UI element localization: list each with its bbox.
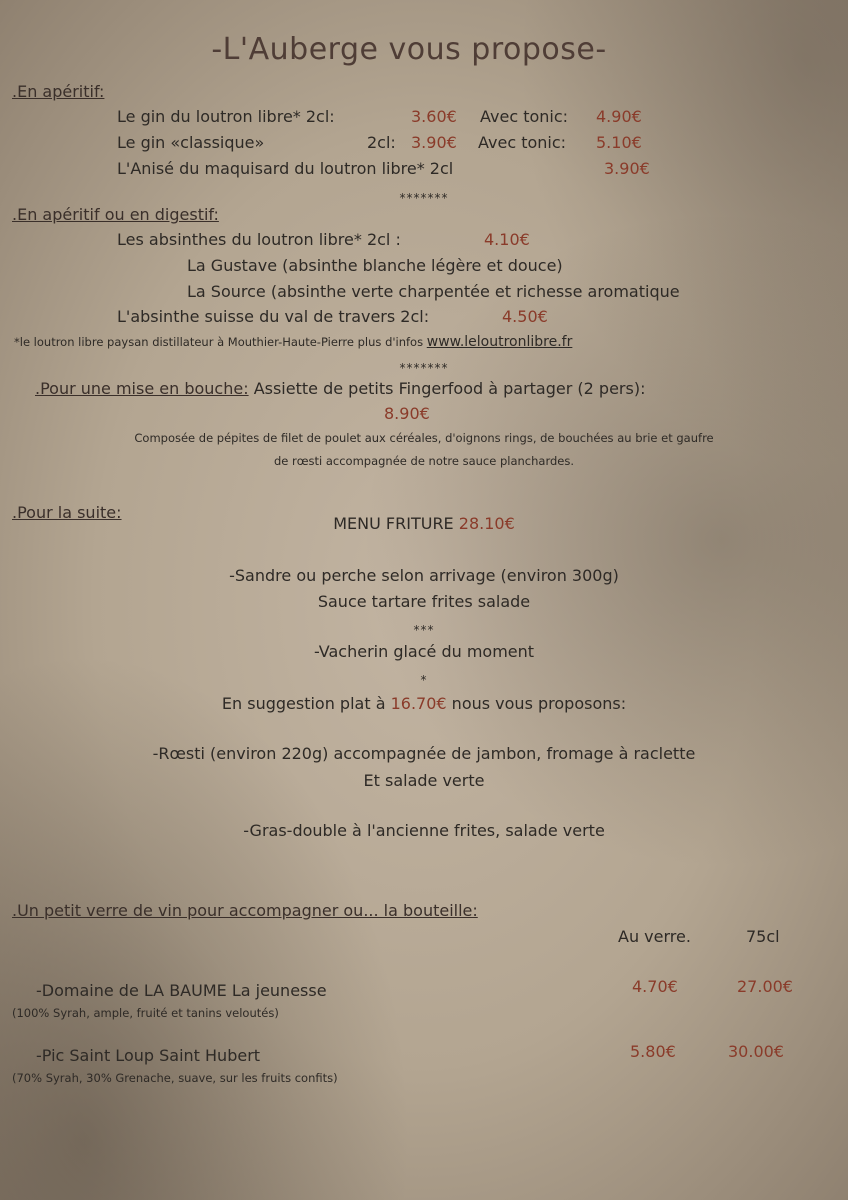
- footnote-link[interactable]: www.leloutronlibre.fr: [426, 334, 573, 350]
- wine-desc-1: (100% Syrah, ample, fruité et tanins veloutés): [12, 1006, 279, 1020]
- anise-label: L'Anisé du maquisard du loutron libre* 2cl: [117, 159, 454, 178]
- gin-libre-tonic-label: Avec tonic:: [480, 107, 569, 126]
- roesti-line-1: -Rœsti (environ 220g) accompagnée de jambon, fromage à raclette: [152, 744, 696, 763]
- footnote-text: *le loutron libre paysan distillateur à Mouthier-Haute-Pierre plus d'infos: [14, 335, 424, 349]
- menu-separator-2: *: [420, 673, 428, 687]
- gin-classique-tonic-label: Avec tonic:: [478, 133, 567, 152]
- menu-friture: [0, 514, 848, 534]
- gin-classique-size: 2cl:: [367, 133, 396, 152]
- menu-separator-1: ***: [413, 623, 435, 637]
- page-title: -L'Auberge vous propose-: [211, 32, 607, 67]
- wine-bouteille-1: 27.00€: [737, 977, 793, 996]
- menu-friture-label: MENU FRITURE: [333, 514, 454, 533]
- fingerfood-desc-2: de rœsti accompagnée de notre sauce planchardes.: [273, 454, 575, 468]
- gin-classique-price: 3.90€: [411, 133, 457, 152]
- fingerfood-price: 8.90€: [384, 404, 430, 423]
- separator-2: *******: [399, 361, 449, 375]
- footnote: [14, 334, 572, 350]
- wine-name-1: -Domaine de LA BAUME La jeunesse: [36, 981, 327, 1000]
- gustave-line: La Gustave (absinthe blanche légère et douce): [187, 256, 563, 275]
- separator-1: *******: [399, 191, 449, 205]
- wine-verre-1: 4.70€: [632, 977, 678, 996]
- suggestion-post: nous vous proposons:: [451, 694, 627, 713]
- menu-line-sandre: -Sandre ou perche selon arrivage (environ 300g): [229, 566, 619, 585]
- suggestion-line: [0, 694, 848, 714]
- gin-libre-tonic-price: 4.90€: [596, 107, 642, 126]
- section-heading-vin: .Un petit verre de vin pour accompagner ou... la bouteille:: [12, 901, 478, 920]
- wine-desc-2: (70% Syrah, 30% Grenache, suave, sur les fruits confits): [12, 1071, 338, 1085]
- suggestion-pre: En suggestion plat à: [221, 694, 386, 713]
- section-heading-suite: .Pour la suite:: [12, 503, 122, 522]
- source-line: La Source (absinthe verte charpentée et richesse aromatique: [187, 282, 680, 301]
- gin-classique-label: Le gin «classique»: [117, 133, 265, 152]
- gin-classique-tonic-price: 5.10€: [596, 133, 642, 152]
- menu-line-sauce: Sauce tartare frites salade: [317, 592, 531, 611]
- col-header-verre: Au verre.: [618, 927, 691, 946]
- gras-double-line: -Gras-double à l'ancienne frites, salade verte: [243, 821, 605, 840]
- section-heading-digestif: .En apéritif ou en digestif:: [12, 205, 219, 224]
- section-heading-mise-en-bouche: .Pour une mise en bouche:: [35, 379, 249, 398]
- fingerfood-text: Assiette de petits Fingerfood à partager (2 pers):: [253, 379, 646, 398]
- anise-price: 3.90€: [604, 159, 650, 178]
- suggestion-price: 16.70€: [390, 694, 447, 713]
- absinthe-suisse-price: 4.50€: [502, 307, 548, 326]
- mise-en-bouche-line: [35, 379, 645, 399]
- fingerfood-desc-1: Composée de pépites de filet de poulet aux céréales, d'oignons rings, de bouchées au brie et gaufre: [134, 431, 714, 445]
- gin-libre-price: 3.60€: [411, 107, 457, 126]
- absinthe-suisse-label: L'absinthe suisse du val de travers 2cl:: [117, 307, 430, 326]
- absinthes-label: Les absinthes du loutron libre* 2cl :: [117, 230, 401, 249]
- absinthes-price: 4.10€: [484, 230, 530, 249]
- wine-bouteille-2: 30.00€: [728, 1042, 784, 1061]
- wine-verre-2: 5.80€: [630, 1042, 676, 1061]
- menu-friture-price: 28.10€: [458, 514, 515, 533]
- wine-name-2: -Pic Saint Loup Saint Hubert: [36, 1046, 261, 1065]
- col-header-bouteille: 75cl: [746, 927, 780, 946]
- roesti-line-2: Et salade verte: [363, 771, 485, 790]
- section-heading-aperitif: .En apéritif:: [12, 82, 105, 101]
- menu-line-vacherin: -Vacherin glacé du moment: [313, 642, 535, 661]
- gin-libre-label: Le gin du loutron libre* 2cl:: [117, 107, 335, 126]
